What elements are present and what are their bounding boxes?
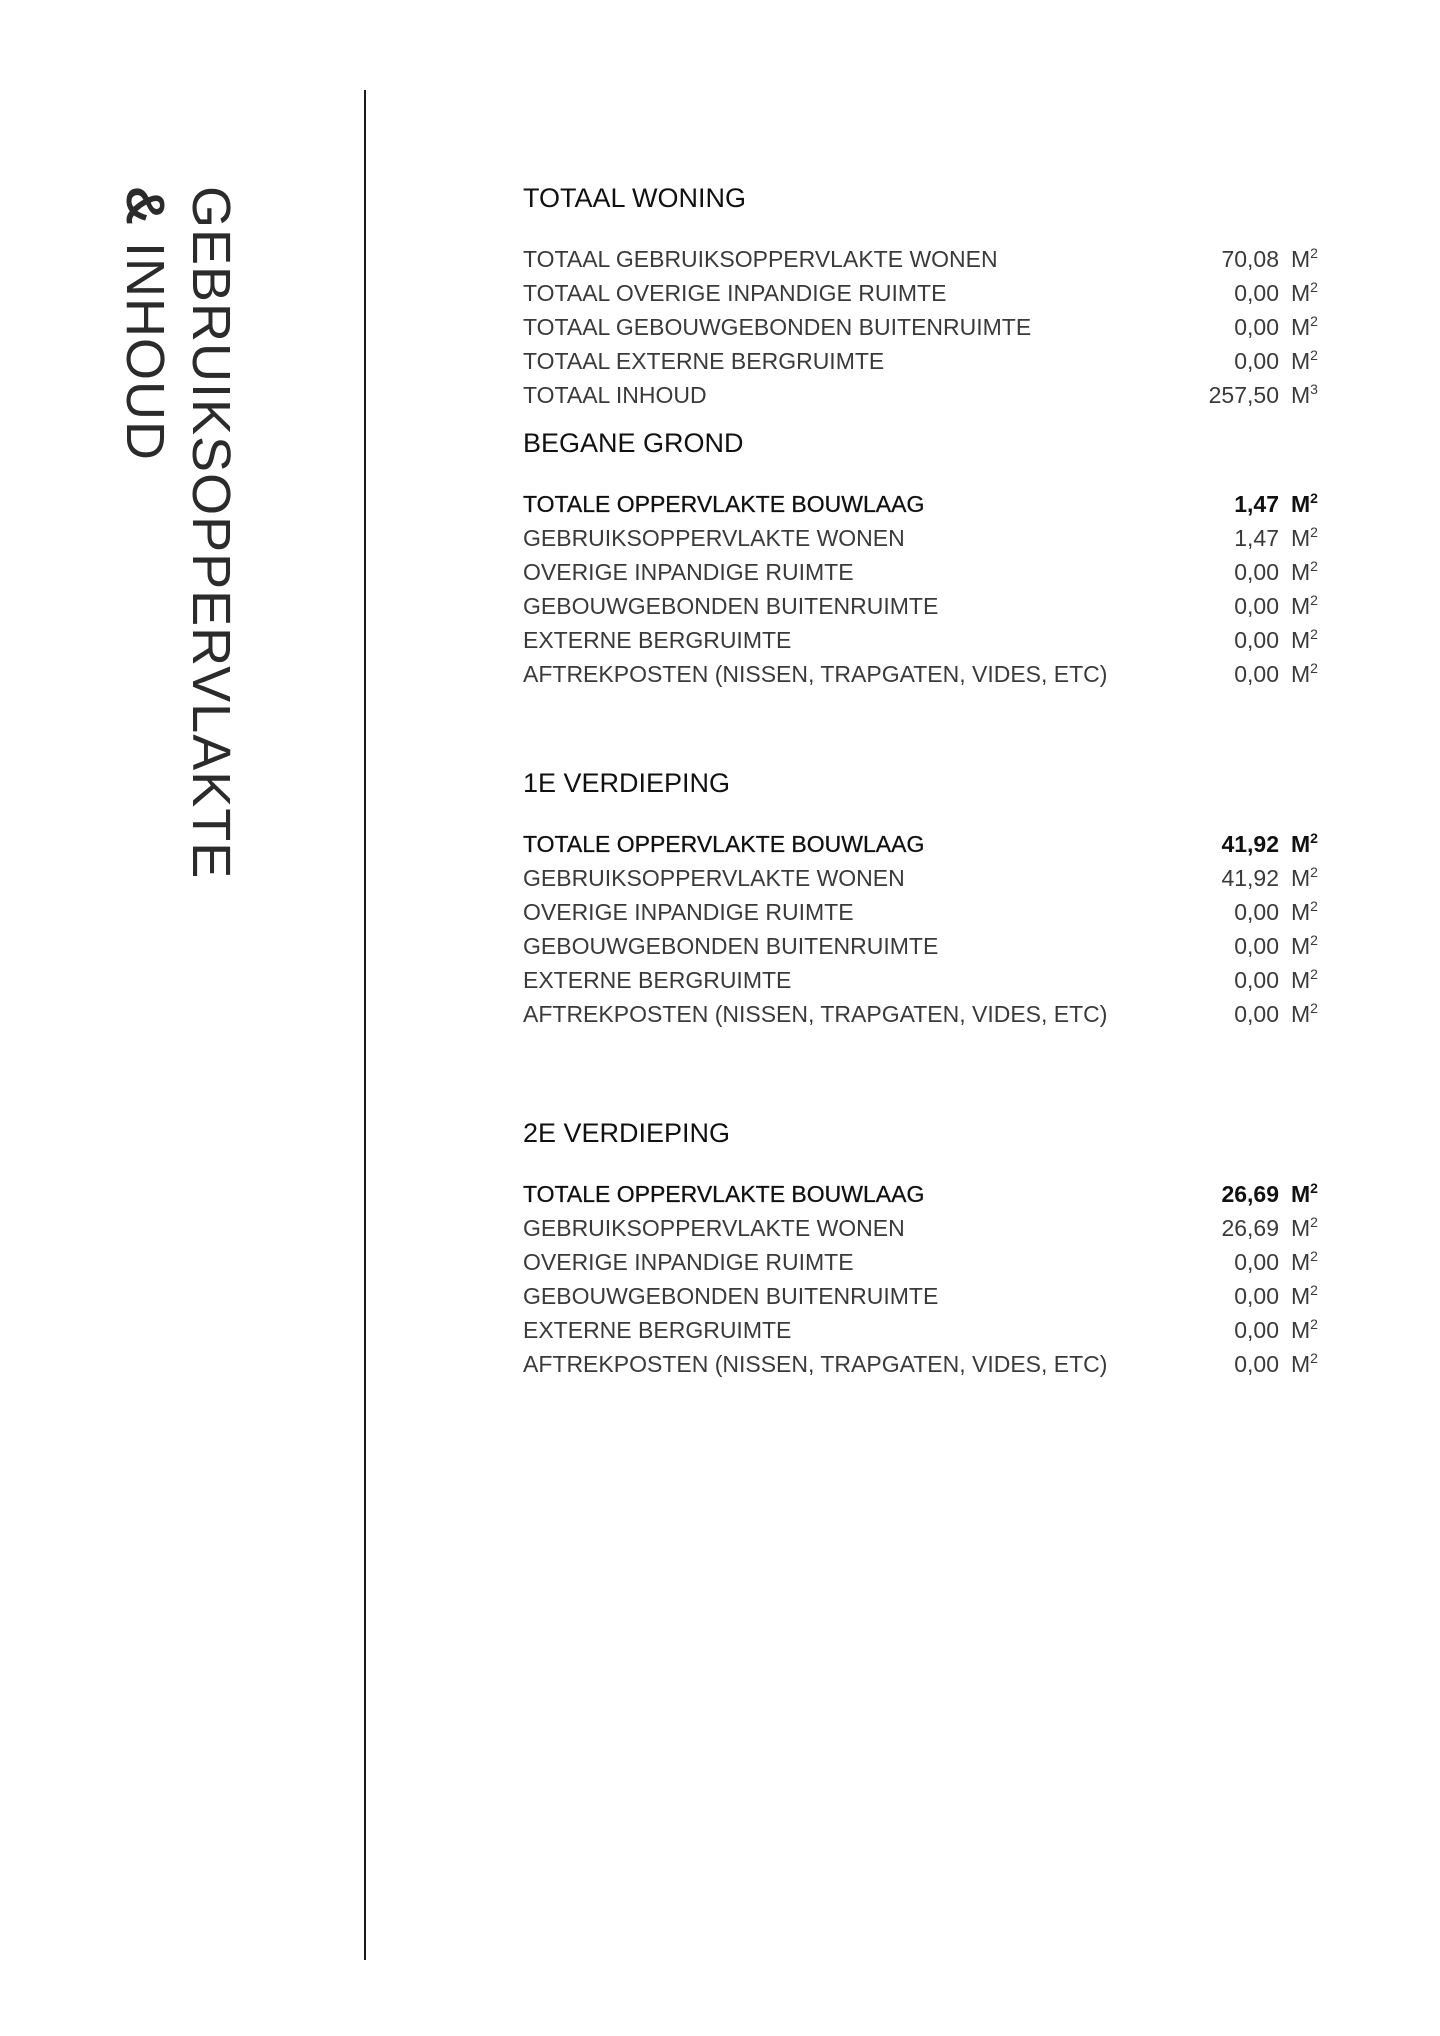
row-value: 0,00 bbox=[1234, 280, 1279, 306]
section-begane-grond bbox=[523, 423, 1323, 763]
row-label: EXTERNE BERGRUIMTE bbox=[523, 1317, 792, 1343]
row-value: 0,00 bbox=[1234, 967, 1279, 993]
row-label: OVERIGE INPANDIGE RUIMTE bbox=[523, 1249, 854, 1275]
row-label: EXTERNE BERGRUIMTE bbox=[523, 967, 792, 993]
unit-base: M bbox=[1291, 314, 1311, 340]
table-row bbox=[523, 583, 1323, 617]
unit-base: M bbox=[1291, 627, 1311, 653]
row-label: AFTREKPOSTEN (NISSEN, TRAPGATEN, VIDES, ETC) bbox=[523, 661, 1108, 687]
table-row bbox=[523, 372, 1323, 406]
unit-base: M bbox=[1291, 1181, 1311, 1207]
row-unit bbox=[1279, 991, 1323, 1031]
table-row bbox=[523, 236, 1323, 270]
unit-exponent: 2 bbox=[1310, 830, 1318, 846]
table-row bbox=[523, 889, 1323, 923]
unit-base: M bbox=[1291, 525, 1311, 551]
side-title-line2-text: INHOUD bbox=[115, 226, 175, 461]
unit-exponent: 2 bbox=[1310, 966, 1318, 982]
row-label: GEBOUWGEBONDEN BUITENRUIMTE bbox=[523, 593, 939, 619]
table-row bbox=[523, 515, 1323, 549]
section-title: TOTAAL WONING bbox=[523, 183, 747, 213]
side-title bbox=[104, 186, 244, 880]
vertical-divider bbox=[364, 90, 366, 1960]
side-title-line1: GEBRUIKSOPPERVLAKTE bbox=[181, 186, 241, 880]
unit-base: M bbox=[1291, 661, 1311, 687]
row-label: GEBRUIKSOPPERVLAKTE WONEN bbox=[523, 525, 905, 551]
row-label: TOTALE OPPERVLAKTE BOUWLAAG bbox=[523, 1181, 925, 1207]
row-label: AFTREKPOSTEN (NISSEN, TRAPGATEN, VIDES, ETC) bbox=[523, 1001, 1108, 1027]
section-2e-verdieping bbox=[523, 1113, 1323, 1443]
unit-base: M bbox=[1291, 831, 1311, 857]
ampersand: & bbox=[115, 186, 175, 226]
side-title-line2 bbox=[112, 186, 178, 846]
table-row bbox=[523, 1205, 1323, 1239]
table-row bbox=[523, 549, 1323, 583]
section-title: 1E VERDIEPING bbox=[523, 768, 731, 798]
row-label: TOTAAL EXTERNE BERGRUIMTE bbox=[523, 348, 885, 374]
unit-base: M bbox=[1291, 382, 1311, 408]
row-label: GEBRUIKSOPPERVLAKTE WONEN bbox=[523, 1215, 905, 1241]
row-unit bbox=[1279, 372, 1323, 412]
unit-exponent: 2 bbox=[1310, 1282, 1318, 1298]
row-value: 0,00 bbox=[1234, 899, 1279, 925]
area-table bbox=[523, 821, 1323, 1025]
unit-base: M bbox=[1291, 1001, 1311, 1027]
row-value: 257,50 bbox=[1208, 382, 1279, 408]
unit-exponent: 2 bbox=[1310, 898, 1318, 914]
section-1e-verdieping bbox=[523, 763, 1323, 1113]
row-value: 0,00 bbox=[1234, 933, 1279, 959]
unit-exponent: 2 bbox=[1310, 1214, 1318, 1230]
table-row bbox=[523, 923, 1323, 957]
unit-exponent: 2 bbox=[1310, 245, 1318, 261]
unit-exponent: 2 bbox=[1310, 524, 1318, 540]
row-label: TOTAAL GEBRUIKSOPPERVLAKTE WONEN bbox=[523, 246, 998, 272]
table-row bbox=[523, 957, 1323, 991]
unit-base: M bbox=[1291, 933, 1311, 959]
unit-base: M bbox=[1291, 348, 1311, 374]
row-label: TOTAAL INHOUD bbox=[523, 382, 707, 408]
row-value: 0,00 bbox=[1234, 1249, 1279, 1275]
row-label: OVERIGE INPANDIGE RUIMTE bbox=[523, 899, 854, 925]
row-value: 26,69 bbox=[1221, 1215, 1279, 1241]
unit-base: M bbox=[1291, 967, 1311, 993]
row-value: 0,00 bbox=[1234, 559, 1279, 585]
row-label: TOTALE OPPERVLAKTE BOUWLAAG bbox=[523, 491, 925, 517]
row-label: TOTAAL OVERIGE INPANDIGE RUIMTE bbox=[523, 280, 947, 306]
row-label: GEBRUIKSOPPERVLAKTE WONEN bbox=[523, 865, 905, 891]
area-table bbox=[523, 236, 1323, 406]
table-row bbox=[523, 651, 1323, 685]
row-label: TOTALE OPPERVLAKTE BOUWLAAG bbox=[523, 831, 925, 857]
unit-base: M bbox=[1291, 1317, 1311, 1343]
table-row bbox=[523, 991, 1323, 1025]
row-unit bbox=[1279, 651, 1323, 691]
row-value: 26,69 bbox=[1221, 1181, 1279, 1207]
unit-exponent: 2 bbox=[1310, 490, 1318, 506]
area-table bbox=[523, 1171, 1323, 1375]
row-unit bbox=[1279, 1341, 1323, 1381]
unit-exponent: 2 bbox=[1310, 864, 1318, 880]
total-row bbox=[523, 1171, 1323, 1205]
unit-exponent: 2 bbox=[1310, 626, 1318, 642]
row-value: 0,00 bbox=[1234, 1317, 1279, 1343]
row-value: 0,00 bbox=[1234, 314, 1279, 340]
total-row bbox=[523, 821, 1323, 855]
unit-base: M bbox=[1291, 865, 1311, 891]
table-row bbox=[523, 1341, 1323, 1375]
unit-base: M bbox=[1291, 593, 1311, 619]
unit-exponent: 2 bbox=[1310, 1350, 1318, 1366]
section-totaal-woning bbox=[523, 178, 1323, 423]
row-value: 1,47 bbox=[1234, 491, 1279, 517]
unit-base: M bbox=[1291, 559, 1311, 585]
row-value: 70,08 bbox=[1221, 246, 1279, 272]
row-value: 41,92 bbox=[1221, 865, 1279, 891]
unit-base: M bbox=[1291, 1351, 1311, 1377]
row-label: GEBOUWGEBONDEN BUITENRUIMTE bbox=[523, 933, 939, 959]
row-value: 1,47 bbox=[1234, 525, 1279, 551]
unit-exponent: 2 bbox=[1310, 279, 1318, 295]
row-value: 0,00 bbox=[1234, 1001, 1279, 1027]
area-table bbox=[523, 481, 1323, 685]
content bbox=[523, 178, 1323, 1443]
unit-exponent: 2 bbox=[1310, 1000, 1318, 1016]
row-label: TOTAAL GEBOUWGEBONDEN BUITENRUIMTE bbox=[523, 314, 1032, 340]
unit-exponent: 2 bbox=[1310, 1316, 1318, 1332]
total-row bbox=[523, 481, 1323, 515]
table-row bbox=[523, 855, 1323, 889]
table-row bbox=[523, 1273, 1323, 1307]
section-title: BEGANE GROND bbox=[523, 428, 744, 458]
row-label: EXTERNE BERGRUIMTE bbox=[523, 627, 792, 653]
row-value: 0,00 bbox=[1234, 627, 1279, 653]
unit-base: M bbox=[1291, 491, 1311, 517]
unit-base: M bbox=[1291, 899, 1311, 925]
unit-exponent: 2 bbox=[1310, 558, 1318, 574]
table-row bbox=[523, 1239, 1323, 1273]
unit-base: M bbox=[1291, 1249, 1311, 1275]
unit-base: M bbox=[1291, 1215, 1311, 1241]
unit-exponent: 2 bbox=[1310, 1180, 1318, 1196]
unit-exponent: 2 bbox=[1310, 313, 1318, 329]
unit-exponent: 2 bbox=[1310, 660, 1318, 676]
row-value: 0,00 bbox=[1234, 348, 1279, 374]
table-row bbox=[523, 617, 1323, 651]
row-label: GEBOUWGEBONDEN BUITENRUIMTE bbox=[523, 1283, 939, 1309]
table-row bbox=[523, 338, 1323, 372]
unit-exponent: 3 bbox=[1310, 381, 1318, 397]
table-row bbox=[523, 304, 1323, 338]
row-value: 0,00 bbox=[1234, 1351, 1279, 1377]
unit-exponent: 2 bbox=[1310, 932, 1318, 948]
row-value: 41,92 bbox=[1221, 831, 1279, 857]
unit-exponent: 2 bbox=[1310, 592, 1318, 608]
row-value: 0,00 bbox=[1234, 1283, 1279, 1309]
row-label: AFTREKPOSTEN (NISSEN, TRAPGATEN, VIDES, ETC) bbox=[523, 1351, 1108, 1377]
row-value: 0,00 bbox=[1234, 661, 1279, 687]
unit-base: M bbox=[1291, 1283, 1311, 1309]
unit-exponent: 2 bbox=[1310, 1248, 1318, 1264]
table-row bbox=[523, 270, 1323, 304]
row-label: OVERIGE INPANDIGE RUIMTE bbox=[523, 559, 854, 585]
unit-exponent: 2 bbox=[1310, 347, 1318, 363]
table-row bbox=[523, 1307, 1323, 1341]
row-value: 0,00 bbox=[1234, 593, 1279, 619]
unit-base: M bbox=[1291, 246, 1311, 272]
unit-base: M bbox=[1291, 280, 1311, 306]
section-title: 2E VERDIEPING bbox=[523, 1118, 731, 1148]
